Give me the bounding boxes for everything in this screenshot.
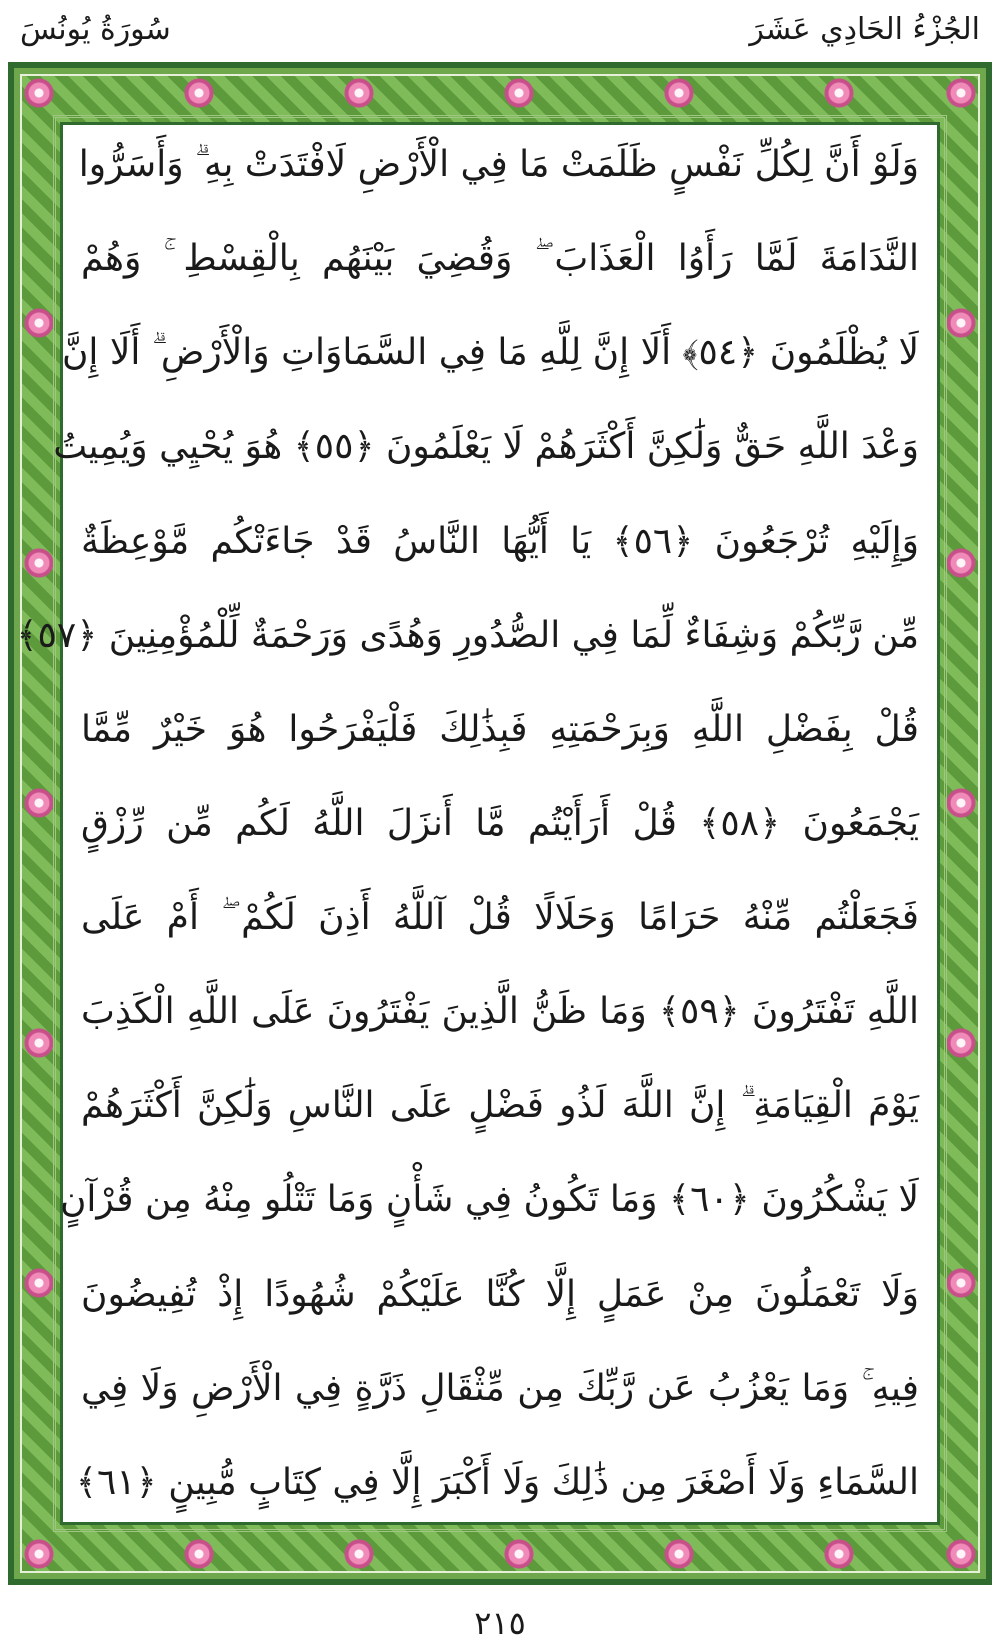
verse-lines (16, 143, 919, 1504)
rosette-icon (184, 78, 214, 108)
surah-name: سُورَةُ يُونُسَ (20, 12, 171, 47)
rosette-icon (504, 78, 534, 108)
verse-line: النَّدَامَةَ لَمَّا رَأَوُا الْعَذَابَ ۖ وَقُضِيَ بَيْنَهُم بِالْقِسْطِ ۚ وَهُمْ (81, 238, 919, 280)
verse-line: يَوْمَ الْقِيَامَةِ ۗ إِنَّ اللَّهَ لَذُو فَضْلٍ عَلَى النَّاسِ وَلَٰكِنَّ أَكْثَرَهُمْ (81, 1085, 919, 1127)
verse-line: فِيهِ ۚ وَمَا يَعْزُبُ عَن رَّبِّكَ مِن مِّثْقَالِ ذَرَّةٍ فِي الْأَرْضِ وَلَا فِي (81, 1367, 919, 1409)
rosette-icon (946, 308, 976, 338)
rosette-icon (344, 1539, 374, 1569)
rosette-icon (344, 78, 374, 108)
rosette-icon (24, 1268, 54, 1298)
verse-panel (16, 122, 940, 1525)
verse-line: يَجْمَعُونَ ﴿٥٨﴾ قُلْ أَرَأَيْتُم مَّا أَنزَلَ اللَّهُ لَكُم مِّن رِّزْقٍ (81, 802, 919, 844)
juz-name: الجُزْءُ الحَادِي عَشَرَ (749, 12, 980, 47)
verse-line: السَّمَاءِ وَلَا أَصْغَرَ مِن ذَٰلِكَ وَلَا أَكْبَرَ إِلَّا فِي كِتَابٍ مُّبِينٍ ﴿٦١﴾ (75, 1461, 919, 1503)
verse-line: اللَّهِ تَفْتَرُونَ ﴿٥٩﴾ وَمَا ظَنُّ الَّذِينَ يَفْتَرُونَ عَلَى اللَّهِ الْكَذِبَ (81, 991, 919, 1033)
rosette-icon (946, 1268, 976, 1298)
rosette-icon (664, 1539, 694, 1569)
verse-line: وَعْدَ اللَّهِ حَقٌّ وَلَٰكِنَّ أَكْثَرَهُمْ لَا يَعْلَمُونَ ﴿٥٥﴾ هُوَ يُحْيِي وَيُمِيتُ (53, 426, 919, 468)
rosette-icon (24, 1539, 54, 1569)
verse-line: وَلَا تَعْمَلُونَ مِنْ عَمَلٍ إِلَّا كُنَّا عَلَيْكُمْ شُهُودًا إِذْ تُفِيضُونَ (81, 1273, 919, 1315)
page-number: ٢١٥ (474, 1604, 526, 1642)
rosette-icon (24, 548, 54, 578)
verse-line: قُلْ بِفَضْلِ اللَّهِ وَبِرَحْمَتِهِ فَبِذَٰلِكَ فَلْيَفْرَحُوا هُوَ خَيْرٌ مِّمَّا (81, 708, 919, 750)
rosette-icon (946, 78, 976, 108)
rosette-icon (824, 78, 854, 108)
verse-line: فَجَعَلْتُم مِّنْهُ حَرَامًا وَحَلَالًا قُلْ آللَّهُ أَذِنَ لَكُمْ ۖ أَمْ عَلَى (81, 897, 919, 938)
verse-line: لَا يُظْلَمُونَ ﴿٥٤﴾ أَلَا إِنَّ لِلَّهِ مَا فِي السَّمَاوَاتِ وَالْأَرْضِ ۗ أَلَا إِنَّ (61, 332, 919, 374)
rosette-icon (946, 1028, 976, 1058)
rosette-icon (946, 548, 976, 578)
rosette-icon (504, 1539, 534, 1569)
rosette-icon (24, 78, 54, 108)
rosette-icon (24, 308, 54, 338)
rosette-icon (664, 78, 694, 108)
verse-line: لَا يَشْكُرُونَ ﴿٦٠﴾ وَمَا تَكُونُ فِي شَأْنٍ وَمَا تَتْلُو مِنْهُ مِن قُرْآنٍ (59, 1179, 919, 1221)
verse-line: وَإِلَيْهِ تُرْجَعُونَ ﴿٥٦﴾ يَا أَيُّهَا النَّاسُ قَدْ جَاءَتْكُم مَّوْعِظَةٌ (81, 520, 919, 562)
rosette-icon (946, 1539, 976, 1569)
page-header (0, 0, 1000, 62)
rosette-icon (946, 788, 976, 818)
rosette-icon (24, 788, 54, 818)
verse-line: مِّن رَّبِّكُمْ وَشِفَاءٌ لِّمَا فِي الصُّدُورِ وَهُدًى وَرَحْمَةٌ لِّلْمُؤْمِنِينَ ﴿٥٧﴾ (16, 614, 919, 656)
rosette-icon (184, 1539, 214, 1569)
verse-line: وَلَوْ أَنَّ لِكُلِّ نَفْسٍ ظَلَمَتْ مَا فِي الْأَرْضِ لَافْتَدَتْ بِهِ ۗ وَأَسَرُّوا (78, 144, 919, 185)
rosette-icon (24, 1028, 54, 1058)
rosette-icon (824, 1539, 854, 1569)
